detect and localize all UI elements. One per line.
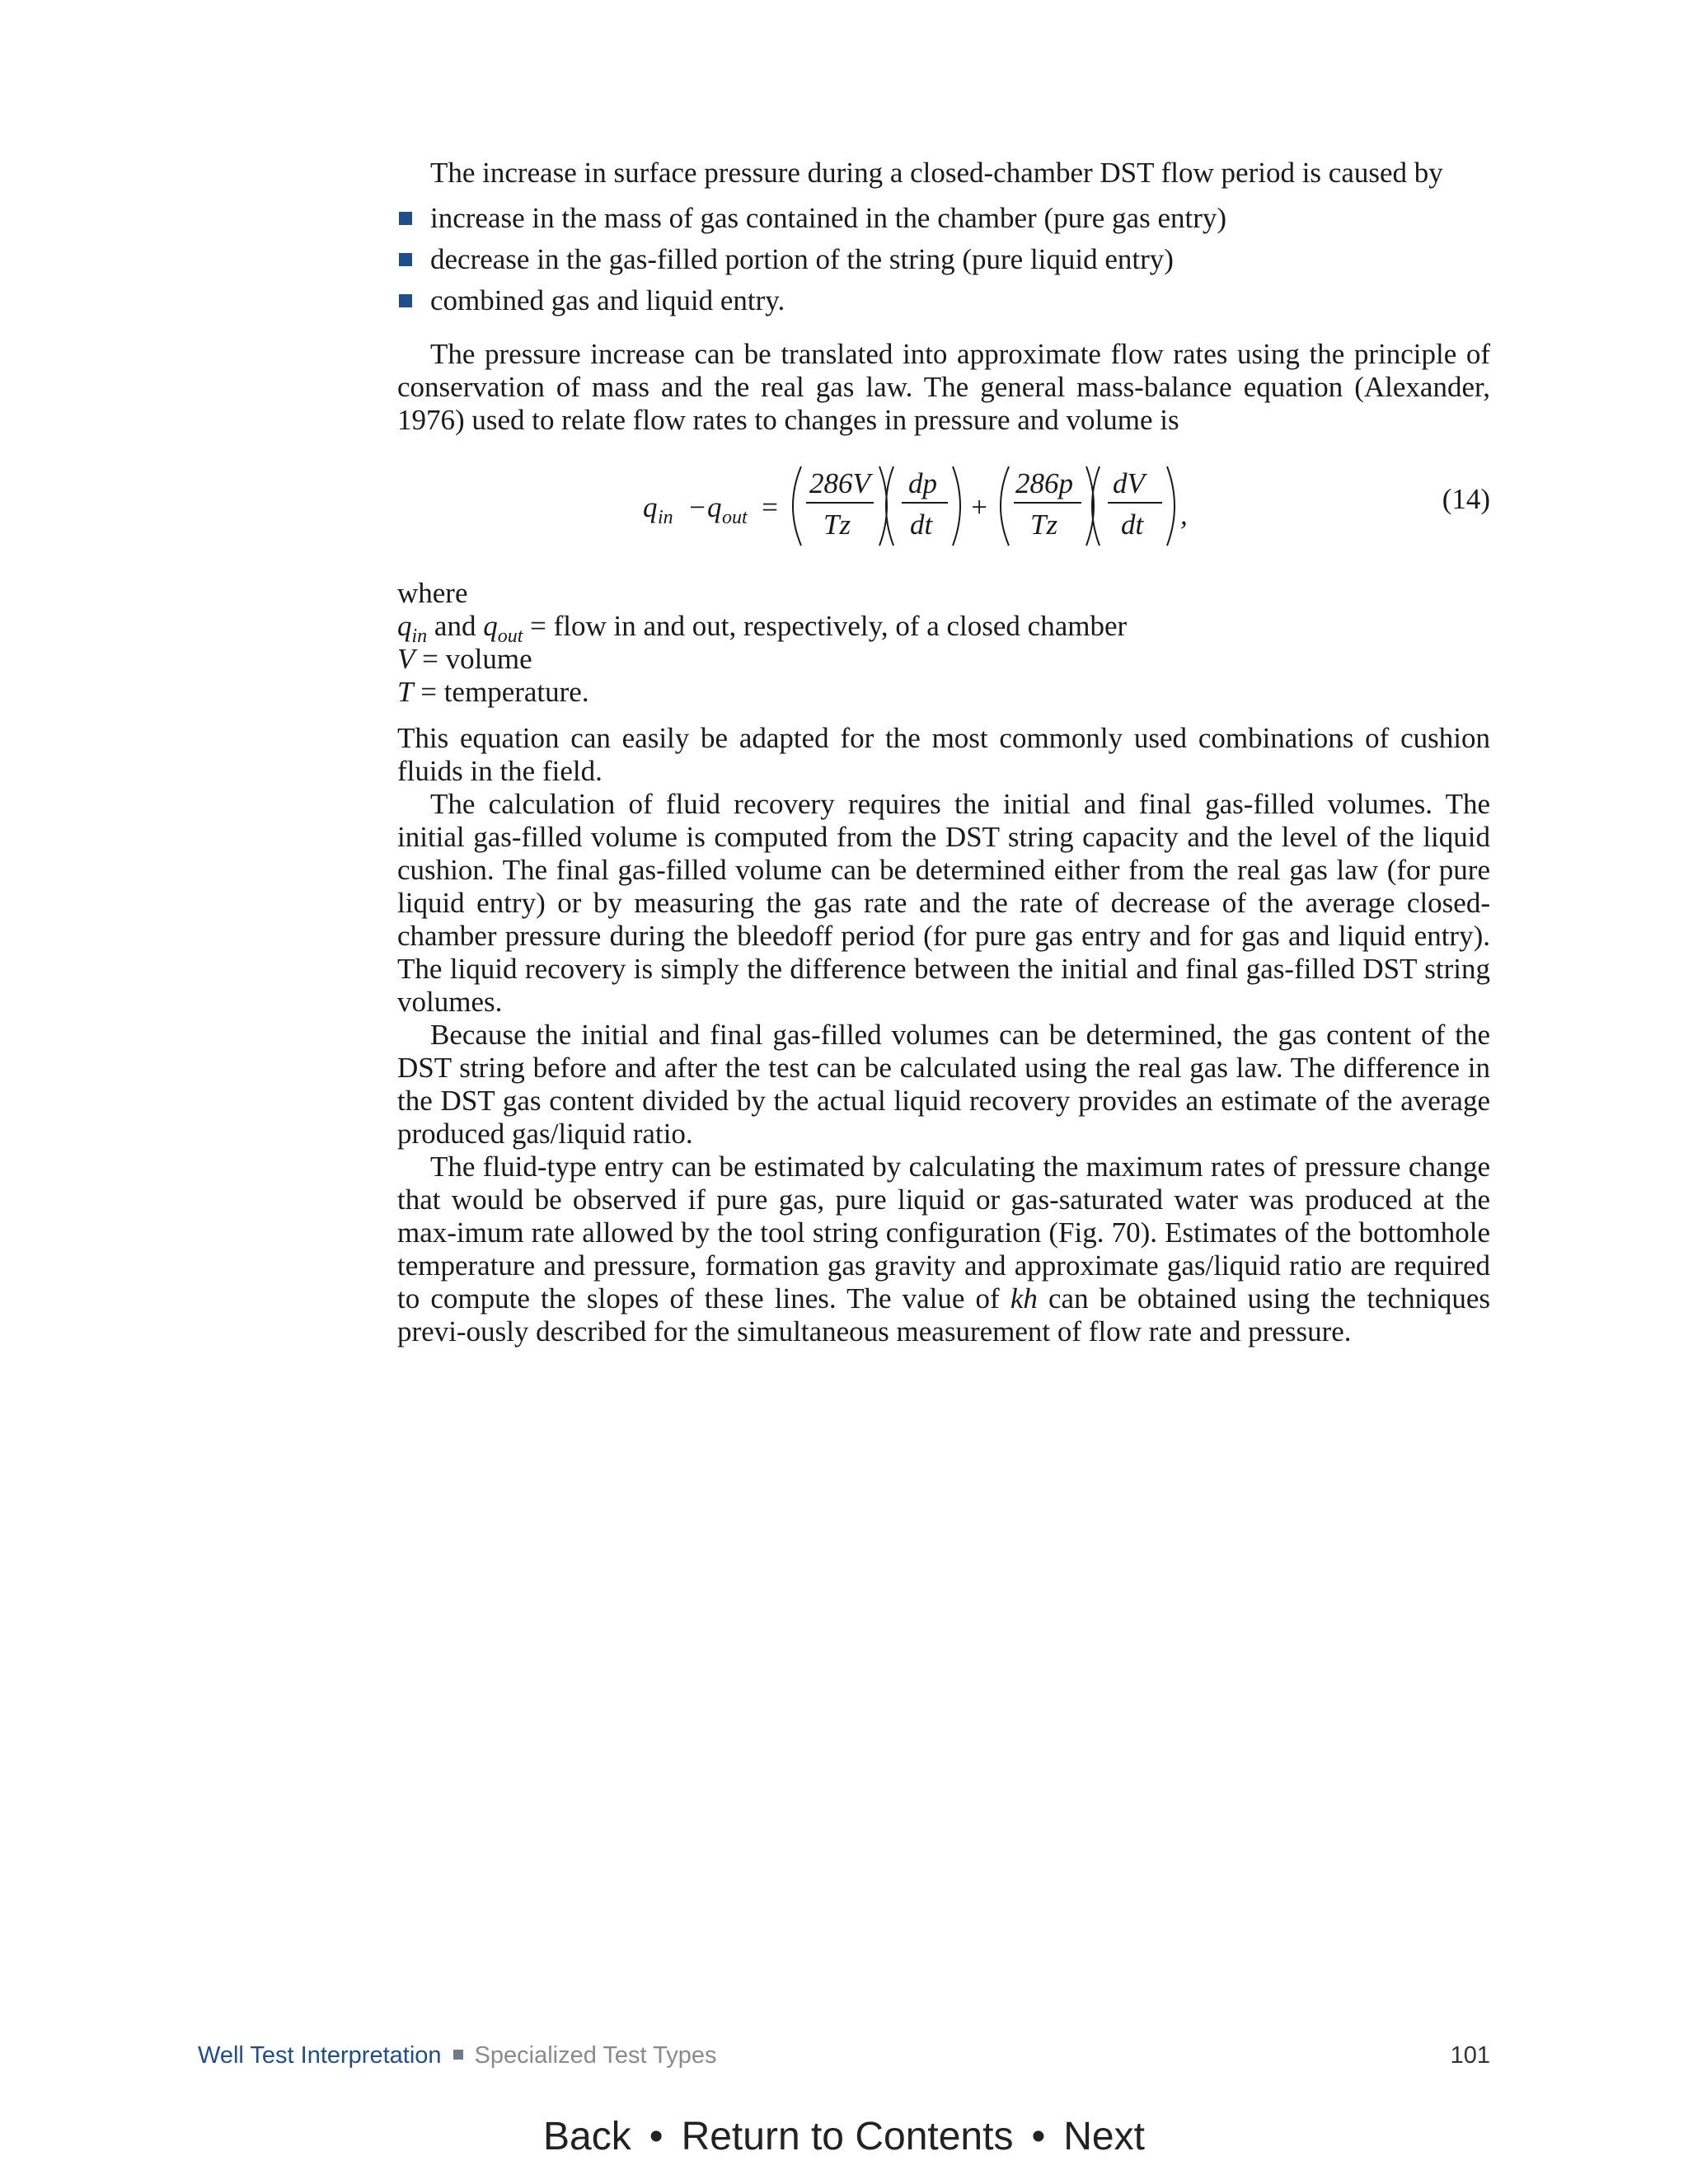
where-label: where bbox=[397, 577, 468, 609]
paren-right bbox=[953, 466, 960, 546]
q-symbol: q bbox=[707, 491, 722, 523]
bullet-square-icon bbox=[399, 212, 412, 225]
return-to-contents-link[interactable]: Return to Contents bbox=[681, 2115, 1014, 2158]
paragraph: This equation can easily be adapted for the most commonly used combinations of cushion fluids in the field. bbox=[397, 722, 1490, 787]
fraction-numerator: dV bbox=[1113, 467, 1145, 499]
next-link[interactable]: Next bbox=[1063, 2115, 1145, 2158]
bullet-square-icon bbox=[399, 253, 412, 266]
fraction-denominator: dt bbox=[1121, 509, 1144, 541]
paragraph: Because the initial and final gas-filled volumes can be determined, the gas content of the DST string before and after the test can be calculated using the real gas law. The difference in the DST gas content divided by the actual liquid recovery provides an estimate of the average produced gas/liquid ratio. bbox=[397, 1019, 1490, 1150]
bullet-list bbox=[397, 198, 1490, 321]
equation-comma: , bbox=[1180, 499, 1188, 531]
fraction-numerator: 286V bbox=[809, 467, 870, 499]
paragraph: The fluid-type entry can be estimated by calculating the maximum rates of pressure change that would be observed if pure gas, pure liquid or gas-saturated water was produced at the max-imum rate allowed by the tool string configuration (Fig. 70). Estimates of the bottomhole temperature and pressure, formation gas gravity and approximate gas/liquid ratio are required to compute the slopes of these lines. The value of kh can be obtained using the techniques previ-ously described for the simultaneous measurement of flow rate and pressure. bbox=[397, 1151, 1490, 1347]
page-body bbox=[397, 157, 1490, 1348]
minus-sign: − bbox=[687, 491, 707, 523]
navigation-bar bbox=[0, 2114, 1688, 2159]
fraction-numerator: dp bbox=[908, 467, 937, 499]
q-in-subscript: in bbox=[658, 507, 673, 528]
definitions bbox=[397, 577, 1490, 709]
fraction-denominator: Tz bbox=[823, 509, 851, 541]
list-item: increase in the mass of gas contained in the chamber (pure gas entry) bbox=[397, 198, 1490, 239]
q-out-subscript: out bbox=[722, 507, 748, 528]
nav-separator: • bbox=[1031, 2115, 1046, 2158]
paren-left bbox=[1001, 466, 1009, 546]
list-item: combined gas and liquid entry. bbox=[397, 280, 1490, 321]
back-link[interactable]: Back bbox=[543, 2115, 631, 2158]
nav-separator: • bbox=[649, 2115, 663, 2158]
fraction-denominator: dt bbox=[910, 509, 933, 541]
fraction-numerator: 286p bbox=[1015, 467, 1073, 499]
paragraph: The pressure increase can be translated into approximate flow rates using the principle of conservation of mass and the real gas law. The general mass-balance equation (Alexander, 1976) used to relate flow rates to changes in pressure and volume is bbox=[397, 338, 1490, 436]
intro-text: The increase in surface pressure during a closed-chamber DST flow period is caused by bbox=[430, 157, 1443, 189]
plus-sign: + bbox=[969, 491, 989, 523]
fraction-denominator: Tz bbox=[1030, 509, 1058, 541]
separator-square-icon bbox=[453, 2050, 463, 2060]
book-title: Well Test Interpretation bbox=[198, 2042, 442, 2069]
list-item: decrease in the gas-filled portion of the string (pure liquid entry) bbox=[397, 239, 1490, 280]
equation-graphic bbox=[397, 457, 1490, 552]
paren-left bbox=[793, 466, 801, 546]
definition-v: V = volume bbox=[397, 643, 532, 675]
equation-14 bbox=[397, 457, 1490, 552]
equals-sign: = bbox=[760, 491, 780, 523]
equation-number: (14) bbox=[1442, 483, 1490, 515]
definition-t: T = temperature. bbox=[397, 676, 589, 708]
paragraph: The calculation of fluid recovery requires the initial and final gas-filled volumes. The initial gas-filled volume is computed from the DST string capacity and the level of the liquid cushion. The final gas-filled volume can be determined either from the real gas law (for pure liquid entry) or by measuring the gas rate and the rate of decrease of the average closed-chamber pressure during the bleedoff period (for pure gas entry and for gas and liquid entry). The liquid recovery is simply the difference between the initial and final gas-filled DST string volumes. bbox=[397, 788, 1490, 1018]
q-symbol: q bbox=[643, 491, 658, 523]
page-footer bbox=[198, 2042, 1490, 2069]
bullet-square-icon bbox=[399, 294, 412, 307]
page-number: 101 bbox=[1450, 2042, 1490, 2069]
definition-q: $q_{in}$ and $q_{out}$ = flow in and out, respectively, of a closed chamber bbox=[397, 610, 1128, 647]
paren-right bbox=[1167, 466, 1175, 546]
chapter-title: Specialized Test Types bbox=[474, 2042, 717, 2069]
